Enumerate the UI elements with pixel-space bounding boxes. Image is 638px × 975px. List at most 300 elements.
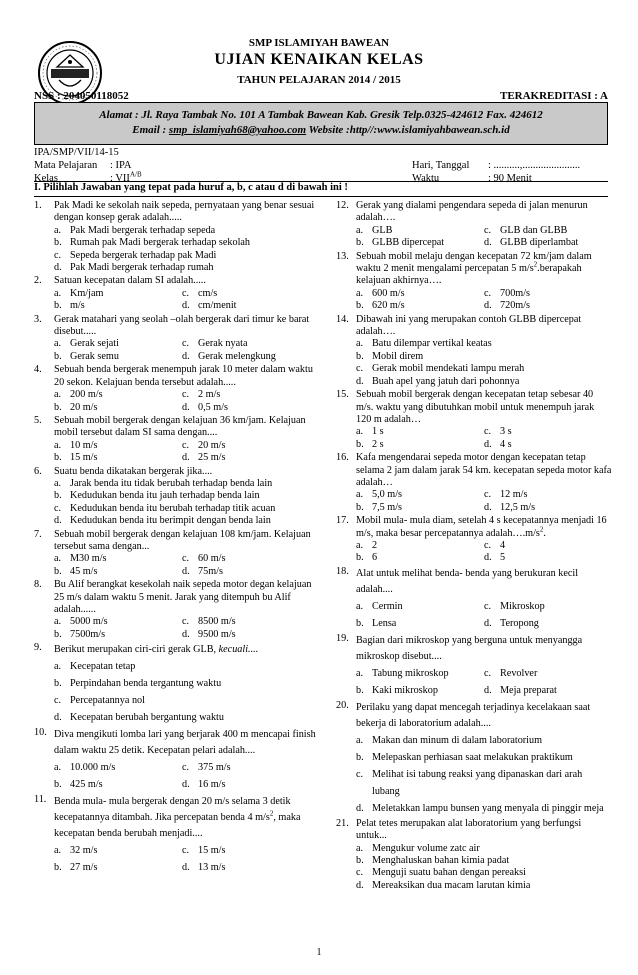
answer-option [54, 692, 319, 709]
question-number: 9. [34, 642, 42, 654]
option-letter: c. [484, 287, 492, 299]
option-text: cm/menit [198, 300, 237, 312]
answer-option [484, 426, 612, 438]
option-text: 600 m/s [372, 287, 405, 299]
option-text: Lensa [372, 617, 397, 629]
question-item [34, 727, 319, 793]
option-text: 375 m/s [198, 762, 231, 774]
option-text: Gerak melengkung [198, 350, 276, 362]
option-text: cm/s [198, 287, 218, 299]
answer-option [54, 629, 182, 641]
option-letter: b. [356, 684, 364, 696]
option-text: Makan dan minum di dalam laboratorium [372, 734, 543, 746]
option-letter: c. [182, 439, 190, 451]
option-text: 200 m/s [70, 389, 103, 401]
right-question-column [336, 200, 612, 893]
answer-options [356, 288, 612, 313]
option-text: Melihat isi tabung reaksi yang dipanaskan dari arah lubang [372, 768, 583, 797]
answer-option [182, 553, 319, 565]
option-text: Perpindahan benda tergantung waktu [70, 678, 222, 690]
question-text: Gerak yang dialami pengendara sepeda di jalan menurun adalah…. [356, 200, 588, 224]
option-letter: d. [356, 802, 364, 814]
option-letter: d. [356, 879, 364, 891]
question-text: Sebuah mobil bergerak dengan kecepatan tetap sebesar 40 m/s. waktu yang dibutuhkan mobil untuk menempuh jarak 120 m adalah… [356, 389, 595, 425]
question-text: Mobil mula- mula diam, setelah 4 s kecepatannya menjadi 16 m/s, maka besar percepatannya $adalah\dots.m/s^2$. [356, 515, 607, 539]
option-letter: b. [54, 452, 62, 464]
option-text: 700m/s [500, 287, 531, 299]
option-letter: a. [54, 616, 62, 628]
option-letter: b. [54, 350, 62, 362]
option-text: Cermin [372, 600, 403, 612]
address-box [34, 102, 608, 145]
address-line: Alamat : Jl. Raya Tambak No. 101 A Tambak Bawean Kab. Gresik Telp.0325-424612 Fax. 424612 [99, 109, 543, 121]
answer-option [356, 376, 612, 388]
question-text: Berikut merupakan ciri-ciri gerak GLB, kecuali.... [54, 644, 259, 656]
option-text: Buah apel yang jatuh dari pohonnya [372, 375, 520, 387]
answer-option [182, 351, 319, 363]
option-text: 5000 m/s [70, 616, 108, 628]
option-letter: a. [356, 489, 364, 501]
option-text: 720m/s [500, 300, 531, 312]
answer-option [182, 629, 319, 641]
question-number: 4. [34, 364, 42, 376]
option-letter: a. [356, 287, 364, 299]
option-text: 7,5 m/s [372, 501, 403, 513]
nss-row [34, 90, 608, 102]
option-letter: c. [356, 363, 364, 375]
option-letter: d. [484, 300, 492, 312]
question-number: 14. [336, 313, 349, 325]
answer-option [484, 225, 612, 237]
option-text: Kecepatan berubah bergantung waktu [70, 712, 224, 724]
answer-option [54, 262, 319, 274]
answer-option [356, 552, 484, 564]
option-letter: c. [182, 553, 190, 565]
option-letter: a. [356, 842, 364, 854]
option-text: Melepaskan perhiasan saat melakukan praktikum [372, 751, 573, 763]
option-text: 620 m/s [372, 300, 405, 312]
question-item [34, 794, 319, 876]
option-letter: c. [484, 426, 492, 438]
option-text: Kedudukan benda itu berubah terhadap titik acuan [70, 502, 276, 514]
answer-option [182, 300, 319, 312]
date-value: : ..........,...................... [488, 160, 581, 171]
time-value: : 90 Menit [488, 173, 532, 184]
answer-option [356, 439, 484, 451]
option-text: 15 m/s [198, 845, 226, 857]
school-name: SMP ISLAMIYAH BAWEAN [248, 37, 390, 49]
option-text: Gerak sejati [70, 338, 119, 350]
date-row [412, 159, 580, 172]
option-letter: a. [54, 224, 62, 236]
option-letter: b. [356, 237, 364, 249]
answer-option [54, 675, 319, 692]
option-text: 13 m/s [198, 862, 226, 874]
answer-option [182, 452, 319, 464]
question-text: Sebuah benda bergerak menempuh jarak 10 meter dalam waktu 20 sekon. Kelajuan benda tersebut adalah..... [54, 364, 313, 388]
answer-option [54, 859, 182, 876]
page-number: 1 [316, 947, 322, 958]
answer-option [356, 363, 612, 375]
option-letter: b. [356, 855, 364, 866]
answer-option [182, 859, 319, 876]
option-text: m/s [70, 300, 85, 312]
superscript: 2 [533, 260, 538, 269]
question-item [34, 275, 319, 312]
option-letter: c. [356, 768, 364, 780]
subject-value: : IPA [110, 160, 132, 171]
option-letter: a. [356, 539, 364, 551]
option-text: 6 [372, 552, 378, 564]
contact-line [35, 123, 607, 138]
option-letter: d. [484, 552, 492, 564]
answer-option [54, 842, 182, 859]
answer-option [356, 598, 484, 615]
option-text: Mikroskop [500, 600, 545, 612]
option-text: 60 m/s [198, 553, 226, 565]
answer-options [54, 389, 319, 414]
answer-option [54, 250, 319, 262]
question-item [34, 579, 319, 641]
question-number: 21. [336, 817, 349, 829]
question-text: Sebuah mobil bergerak dengan kelajuan 36 km/jam. Kelajuan mobil tersebut dalam SI sama dengan.... [54, 414, 306, 439]
option-letter: d. [182, 401, 190, 413]
option-letter: c. [182, 389, 190, 401]
question-text: Perilaku yang dapat mencegah terjadinya kecelakaan saat bekerja di laboratorium adalah.... [356, 701, 591, 729]
question-item [336, 566, 612, 632]
option-text: Batu dilempar vertikal keatas [372, 338, 492, 350]
answer-option [356, 800, 612, 817]
option-letter: a. [356, 426, 364, 438]
answer-option [54, 402, 182, 414]
option-letter: a. [54, 389, 62, 401]
question-number: 18. [336, 565, 349, 577]
answer-options [356, 665, 612, 699]
option-letter: b. [54, 678, 62, 690]
question-number: 7. [34, 528, 42, 540]
email-label: Email : [132, 124, 169, 136]
option-letter: c. [484, 224, 492, 236]
answer-option [182, 338, 319, 350]
answer-option [356, 288, 484, 300]
option-text: 20 m/s [198, 439, 226, 451]
answer-option [54, 351, 182, 363]
question-number: 2. [34, 275, 42, 287]
answer-option [54, 288, 182, 300]
time-label: Waktu [412, 173, 440, 184]
option-letter: c. [54, 249, 62, 261]
option-letter: a. [54, 661, 62, 673]
option-letter: b. [356, 300, 364, 312]
answer-option [54, 300, 182, 312]
option-letter: a. [54, 553, 62, 565]
option-text: Revolver [500, 667, 538, 679]
subject-label: Mata Pelajaran [34, 160, 98, 171]
answer-options [54, 338, 319, 363]
answer-option [484, 665, 612, 682]
option-letter: a. [54, 287, 62, 299]
option-text: Kaki mikroskop [372, 684, 438, 696]
answer-option [54, 338, 182, 350]
answer-option [356, 338, 612, 350]
answer-option [484, 502, 612, 514]
option-text: 4 [500, 539, 506, 551]
option-letter: d. [54, 262, 62, 274]
question-item [336, 818, 612, 892]
option-text: 45 m/s [70, 565, 98, 577]
class-sup: A/B [129, 170, 142, 179]
option-letter: d. [54, 712, 62, 724]
option-letter: b. [356, 350, 364, 362]
option-letter: b. [356, 751, 364, 763]
date-label: Hari, Tanggal [412, 160, 470, 171]
answer-option [356, 300, 484, 312]
option-letter: a. [54, 338, 62, 350]
option-letter: b. [356, 501, 364, 513]
answer-options [356, 540, 612, 565]
option-letter: d. [182, 350, 190, 362]
answer-option [54, 658, 319, 675]
option-letter: b. [54, 628, 62, 640]
answer-option [182, 616, 319, 628]
answer-options [356, 338, 612, 388]
option-text: Kecepatan tetap [70, 661, 136, 673]
answer-option [484, 615, 612, 632]
answer-option [356, 489, 484, 501]
option-text: Percepatannya nol [70, 695, 145, 707]
question-number: 6. [34, 465, 42, 477]
option-text: Tabung mikroskop [372, 667, 449, 679]
option-letter: a. [54, 845, 62, 857]
option-letter: c. [54, 502, 62, 514]
option-letter: d. [182, 628, 190, 640]
option-letter: d. [484, 501, 492, 513]
option-text: Menguji suatu bahan dengan pereaksi [372, 867, 526, 879]
academic-year: TAHUN PELAJARAN 2014 / 2015 [237, 74, 401, 86]
option-text: 4 s [500, 438, 512, 450]
option-text: Teropong [500, 617, 539, 629]
answer-option [54, 389, 182, 401]
question-item [336, 452, 612, 514]
question-item [336, 389, 612, 451]
answer-option [356, 502, 484, 514]
answer-option [356, 665, 484, 682]
option-letter: d. [182, 779, 190, 791]
option-letter: d. [484, 684, 492, 696]
answer-options [54, 440, 319, 465]
option-text: Gerak nyata [198, 338, 248, 350]
option-text: 27 m/s [70, 862, 98, 874]
option-text: Mereaksikan dua macam larutan kimia [372, 879, 531, 891]
option-letter: d. [484, 237, 492, 249]
option-letter: c. [484, 489, 492, 501]
option-letter: b. [54, 779, 62, 791]
answer-options [54, 225, 319, 275]
option-letter: d. [484, 438, 492, 450]
answer-option [182, 402, 319, 414]
answer-options [356, 426, 612, 451]
answer-option [54, 237, 319, 249]
answer-option [356, 732, 612, 749]
option-text: GLB dan GLBB [500, 224, 568, 236]
exam-title: UJIAN KENAIKAN KELAS [214, 51, 424, 68]
question-item [34, 466, 319, 528]
answer-option [54, 566, 182, 578]
option-letter: a. [356, 338, 364, 350]
option-text: 12 m/s [500, 489, 528, 501]
option-text: GLBB dipercepat [372, 237, 445, 249]
question-text: Dibawah ini yang merupakan contoh GLBB dipercepat adalah…. [356, 313, 582, 338]
question-text: Benda mula- mula bergerak dengan 20 m/s selama 3 detik kecepatannya ditambah. Jika percepatan benda 4 $m/s^2$, maka kecepatan benda berubah menjadi.... [54, 796, 301, 840]
answer-option [54, 225, 319, 237]
answer-option [54, 776, 182, 793]
option-letter: a. [54, 762, 62, 774]
answer-option [484, 540, 612, 552]
option-letter: b. [356, 617, 364, 629]
answer-option [54, 478, 319, 490]
option-letter: b. [356, 552, 364, 564]
option-text: 25 m/s [198, 452, 226, 464]
option-letter: b. [54, 237, 62, 249]
option-text: 0,5 m/s [198, 401, 229, 413]
superscript: 2 [269, 809, 274, 818]
answer-options [356, 732, 612, 817]
option-text: 5,0 m/s [372, 489, 403, 501]
answer-options [54, 288, 319, 313]
answer-options [54, 658, 319, 726]
option-text: Gerak semu [70, 350, 119, 362]
class-label: Kelas [34, 173, 58, 184]
option-letter: d. [182, 862, 190, 874]
question-text: Alat untuk melihat benda- benda yang berukuran kecil adalah.... [356, 567, 579, 595]
option-text: 15 m/s [70, 452, 98, 464]
option-letter: b. [356, 438, 364, 450]
option-letter: b. [54, 300, 62, 312]
question-text: Pelat tetes merupakan alat laboratorium yang berfungsi untuk... [356, 817, 582, 842]
option-text: 9500 m/s [198, 628, 236, 640]
answer-option [356, 766, 612, 800]
divider-bottom [34, 196, 608, 197]
answer-option [484, 682, 612, 699]
answer-option [484, 489, 612, 501]
option-letter: d. [54, 515, 62, 527]
answer-options [356, 843, 612, 893]
option-text: Km/jam [70, 287, 104, 299]
answer-option [182, 288, 319, 300]
question-item [34, 415, 319, 465]
question-item [34, 642, 319, 726]
option-text: 32 m/s [70, 845, 98, 857]
question-item [336, 700, 612, 817]
answer-options [54, 842, 319, 876]
answer-option [484, 288, 612, 300]
answer-option [484, 598, 612, 615]
option-text: 3 s [500, 426, 512, 438]
option-text: 1 s [372, 426, 384, 438]
option-text: 20 m/s [70, 401, 98, 413]
instruction: I. Pilihlah Jawaban yang tepat pada huruf a, b, c atau d di bawah ini ! [34, 182, 348, 193]
option-letter: c. [484, 539, 492, 551]
answer-option [356, 867, 612, 879]
answer-options [356, 225, 612, 250]
option-letter: d. [356, 375, 364, 387]
option-letter: c. [484, 600, 492, 612]
option-text: 2 s [372, 438, 384, 450]
question-text: Diva mengikuti lomba lari yang berjarak 400 m mencapai finish dalam waktu 25 detik. Kecepatan pelari adalah.... [54, 729, 316, 757]
question-item [34, 200, 319, 274]
option-text: Jarak benda itu tidak berubah terhadap benda lain [70, 477, 273, 489]
option-text: 10.000 m/s [70, 762, 116, 774]
option-letter: c. [356, 867, 364, 879]
question-number: 5. [34, 414, 42, 426]
subject-row [34, 159, 132, 172]
answer-option [484, 439, 612, 451]
answer-option [356, 843, 612, 855]
option-text: Kedudukan benda itu berimpit dengan benda lain [70, 515, 271, 527]
answer-option [356, 682, 484, 699]
option-text: 10 m/s [70, 439, 98, 451]
question-item [336, 200, 612, 250]
answer-options [54, 553, 319, 578]
question-text: Bagian dari mikroskop yang berguna untuk menyangga mikroskop disebut.... [356, 634, 583, 662]
option-text: Rumah pak Madi bergerak terhadap sekolah [70, 237, 251, 249]
answer-option [356, 855, 612, 867]
option-letter: d. [182, 565, 190, 577]
option-text: Meletakkan lampu bunsen yang menyala di pinggir meja [372, 802, 604, 814]
question-item [336, 515, 612, 565]
answer-options [356, 489, 612, 514]
question-number: 15. [336, 389, 349, 401]
question-number: 16. [336, 452, 349, 464]
option-text: 2 [372, 539, 378, 551]
option-text: Menghaluskan bahan kimia padat [372, 855, 510, 866]
option-text: 7500m/s [70, 628, 106, 640]
answer-option [356, 540, 484, 552]
question-number: 19. [336, 632, 349, 644]
question-text: Kafa mengendarai sepeda motor dengan kecepatan tetap selama 2 jam dalam jarak 54 km. kecepatan sepeda motor kafa adalah… [356, 452, 612, 488]
answer-option [484, 300, 612, 312]
option-text: Pak Madi bergerak terhadap rumah [70, 262, 214, 274]
option-letter: a. [356, 734, 364, 746]
question-number: 10. [34, 727, 47, 739]
answer-option [182, 440, 319, 452]
option-letter: c. [182, 287, 190, 299]
option-letter: a. [54, 439, 62, 451]
option-text: 5 [500, 552, 506, 564]
option-text: 425 m/s [70, 779, 103, 791]
option-letter: a. [54, 477, 62, 489]
option-text: Sepeda bergerak terhadap pak Madi [70, 249, 217, 261]
answer-option [54, 490, 319, 502]
option-letter: d. [182, 300, 190, 312]
left-question-column [34, 200, 319, 877]
option-text: Kedudukan benda itu jauh terhadap benda lain [70, 490, 260, 502]
answer-option [182, 389, 319, 401]
answer-options [54, 616, 319, 641]
question-item [34, 314, 319, 364]
answer-option [182, 842, 319, 859]
option-text: Mobil direm [372, 350, 424, 362]
option-letter: b. [54, 862, 62, 874]
answer-option [356, 749, 612, 766]
option-letter: c. [182, 616, 190, 628]
question-number: 17. [336, 515, 349, 527]
answer-option [182, 776, 319, 793]
answer-options [54, 759, 319, 793]
accreditation: TERAKREDITASI : A [500, 90, 608, 102]
answer-option [54, 553, 182, 565]
answer-option [484, 237, 612, 249]
